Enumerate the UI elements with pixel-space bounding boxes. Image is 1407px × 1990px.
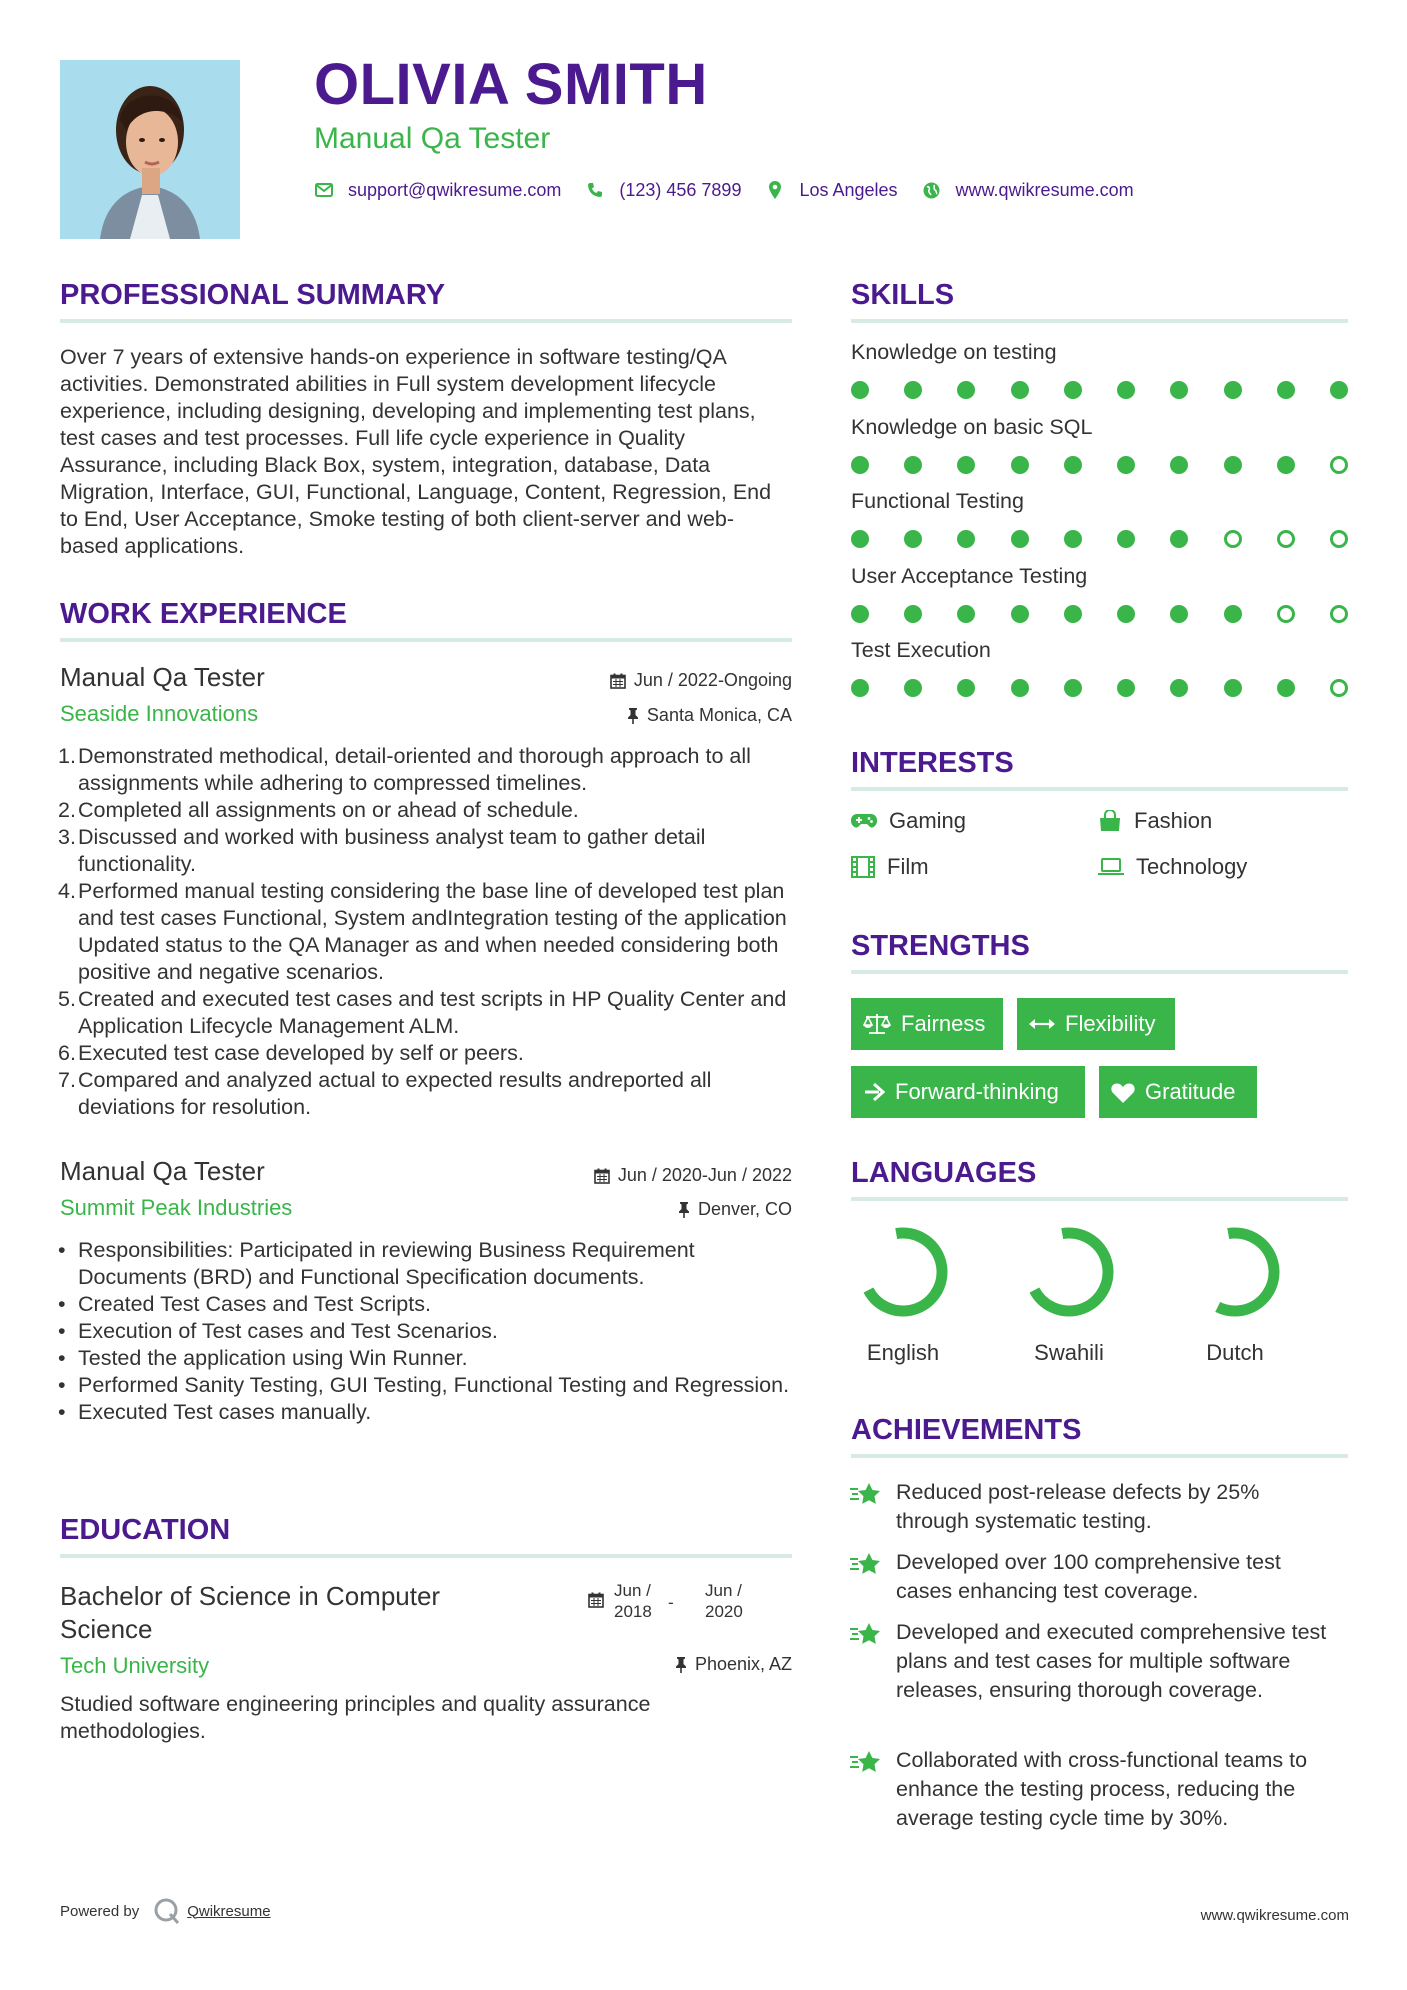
strength-chip-gratitude [1099,1066,1257,1118]
skill-rating-dot [1224,679,1242,697]
language-name: Dutch [1206,1340,1264,1365]
achievement-text: Developed and executed comprehensive test plans and test cases for multiple software releases, ensuring thorough coverage. [896,1620,1327,1702]
skill-rating-dot [1277,679,1295,697]
strength-chip-forward-thinking [851,1066,1085,1118]
languages-heading: LANGUAGES [851,1157,1037,1189]
shopping-bag-icon [1098,810,1122,832]
list-item: 5. Created and executed test cases and test scripts in HP Quality Center and Application Lifecycle Management ALM. [58,987,787,1038]
skill-rating-dot [1064,679,1082,697]
achievement-text: Collaborated with cross-functional teams to enhance the testing process, reducing the average testing cycle time by 30%. [896,1748,1308,1830]
interest-item-film [851,854,929,880]
achievements-rule [851,1454,1348,1458]
skills-rule [851,319,1348,323]
skill-rating-dot [1170,530,1188,548]
education-description: Studied software engineering principles and quality assurance methodologies. [60,1692,651,1743]
skill-rating-dot [1170,381,1188,399]
skill-name: Functional Testing [851,489,1024,513]
skill-rating-dot [1064,456,1082,474]
skill-rating-dot [851,679,869,697]
interests-heading: INTERESTS [851,747,1014,779]
list-item: 7. Compared and analyzed actual to expected results andreported all deviations for resolution. [58,1068,712,1119]
achievement-text: Reduced post-release defects by 25% through systematic testing. [896,1480,1260,1533]
qwikresume-logo-icon [153,1897,181,1925]
arrow-right-icon [863,1082,885,1102]
strengths-heading: STRENGTHS [851,930,1030,962]
footer-powered-by [60,1897,271,1925]
interest-item-gaming [851,808,966,834]
skill-rating-dot [1064,381,1082,399]
pushpin-icon [675,1657,687,1673]
strength-label: Fairness [901,1011,986,1036]
job-location-text: Santa Monica, CA [646,705,792,725]
skill-rating-dot [1011,530,1029,548]
skill-rating-dot [1064,605,1082,623]
skill-rating-dot [1117,381,1135,399]
contact-website[interactable]: www.qwikresume.com [955,179,1134,200]
job-title: Manual Qa Tester [60,662,265,692]
skill-rating-dot [1330,381,1348,399]
pushpin-icon [627,708,639,724]
strength-label: Forward-thinking [895,1079,1059,1104]
skill-rating-dot [1330,679,1348,697]
skill-name: User Acceptance Testing [851,563,1088,588]
contact-location: Los Angeles [799,179,898,200]
job-location [500,705,792,726]
skill-rating-dot [1277,456,1295,474]
strength-label: Flexibility [1065,1011,1156,1036]
skill-rating-dot [1330,456,1348,474]
skill-rating-dot [851,381,869,399]
languages-rule [851,1197,1348,1201]
contact-phone[interactable]: (123) 456 7899 [619,179,742,200]
qwikresume-link[interactable]: Qwikresume [187,1902,271,1920]
skill-rating-dot [1330,530,1348,548]
skill-rating-dot [851,530,869,548]
skills-heading: SKILLS [851,279,955,311]
skill-rating-dot [851,456,869,474]
list-item: • Executed Test cases manually. [58,1400,372,1424]
interests-rule [851,787,1348,791]
list-item: • Created Test Cases and Test Scripts. [58,1292,431,1316]
list-item: 6. Executed test case developed by self or peers. [58,1041,524,1065]
globe-icon [922,180,942,200]
calendar-icon [594,1168,610,1184]
powered-by-label: Powered by [60,1902,140,1920]
phone-icon [585,180,605,200]
skill-rating-dot [904,605,922,623]
skill-rating-dot [1224,605,1242,623]
skill-rating-dot [1117,605,1135,623]
education-end: Jun / 2020 [705,1581,743,1621]
skill-rating-dot [1170,605,1188,623]
school-name: Tech University [60,1653,210,1678]
strength-chip-fairness [851,998,1003,1050]
scale-icon [863,1013,891,1035]
date-separator: - [668,1593,674,1612]
language-name: English [866,1340,940,1365]
experience-heading: WORK EXPERIENCE [60,598,347,630]
skill-rating-dot [1277,605,1295,623]
skill-rating-dot [904,530,922,548]
job-dates-text: Jun / 2022-Ongoing [633,670,792,690]
strengths-rule [851,970,1348,974]
job-responsibilities [60,743,792,1121]
list-item: • Responsibilities: Participated in reviewing Business Requirement Documents (BRD) and Functional Specification documents. [58,1238,695,1289]
interest-label: Film [887,854,929,879]
strength-label: Gratitude [1145,1079,1236,1104]
list-item: 4. Performed manual testing considering the base line of developed test plan and test cases Functional, System andIntegration testing of the application Updated status to the QA Manager as and when needed considering both positive and negative scenarios. [58,879,787,984]
heart-icon [1111,1082,1135,1103]
job-dates [500,1165,792,1186]
calendar-icon [588,1592,604,1608]
skill-name: Knowledge on basic SQL [851,414,1093,439]
gamepad-icon [851,812,877,830]
list-item: • Performed Sanity Testing, GUI Testing, Functional Testing and Regression. [58,1373,790,1397]
interest-item-technology [1098,854,1247,880]
skill-rating-dot [1277,530,1295,548]
job-company: Seaside Innovations [60,701,259,726]
skill-rating-dot [1224,530,1242,548]
summary-heading: PROFESSIONAL SUMMARY [60,279,446,311]
interest-label: Technology [1136,854,1248,879]
job-dates [500,670,792,691]
skill-rating-dot [1011,605,1029,623]
footer-website[interactable]: www.qwikresume.com [1200,1907,1349,1924]
skill-rating-dot [957,605,975,623]
candidate-title: Manual Qa Tester [314,122,551,155]
strength-chip-flexibility [1017,998,1175,1050]
star-icon [850,1750,882,1781]
job-company: Summit Peak Industries [60,1195,293,1220]
skill-rating-dot [1330,605,1348,623]
skill-rating-dot [957,381,975,399]
skill-rating-dot [904,456,922,474]
skill-rating-dot [957,456,975,474]
laptop-icon [1098,858,1124,876]
list-item: 1. Demonstrated methodical, detail-oriented and thorough approach to all assignments while adhering to compressed timelines. [58,744,751,795]
skill-rating-dot [1011,381,1029,399]
skill-rating-dot [1224,381,1242,399]
job-location-text: Denver, CO [697,1199,792,1219]
star-icon [850,1552,882,1583]
film-icon [851,856,875,878]
education-location-text: Phoenix, AZ [694,1654,792,1674]
contact-bar [314,178,1158,202]
experience-rule [60,638,792,642]
candidate-name: OLIVIA SMITH [314,52,708,117]
list-item: 2. Completed all assignments on or ahead of schedule. [58,798,579,822]
job-dates-text: Jun / 2020-Jun / 2022 [617,1165,792,1185]
contact-email[interactable]: support@qwikresume.com [348,179,562,200]
skill-rating-dot [1117,679,1135,697]
star-icon [850,1622,882,1653]
skill-rating-dot [1224,456,1242,474]
education-rule [60,1554,792,1558]
skill-rating-dot [851,605,869,623]
skill-rating-dot [1117,456,1135,474]
interest-item-fashion [1098,808,1212,834]
language-level-ring [1185,1222,1285,1322]
list-item: • Tested the application using Win Runner. [58,1346,468,1370]
map-pin-icon [765,180,785,200]
interest-label: Gaming [889,808,967,833]
arrows-horizontal-icon [1029,1017,1055,1031]
pushpin-icon [678,1202,690,1218]
skill-rating-dot [1277,381,1295,399]
education-start: Jun / 2018 [614,1581,652,1621]
calendar-icon [610,673,626,689]
summary-rule [60,319,792,323]
skill-rating-dot [1064,530,1082,548]
skill-rating-dot [1170,679,1188,697]
summary-text: Over 7 years of extensive hands-on experience in software testing/QA activities. Demonstrated abilities in Full system development lifecycle experience, including designing, developing and implementing test plans, test cases and test processes. Full life cycle experience in Quality Assurance, including Black Box, system, integration, database, Data Migration, Interface, GUI, Functional, Language, Content, Regression, End to End, User Acceptance, Smoke testing of both client-server and web-based applications. [60,345,772,558]
envelope-icon [314,180,334,200]
language-name: Swahili [1034,1340,1104,1365]
job-location [500,1199,792,1220]
skill-name: Test Execution [851,638,991,662]
skill-rating-dot [904,679,922,697]
education-location [500,1654,792,1675]
education-heading: EDUCATION [60,1514,231,1546]
star-icon [850,1482,882,1513]
skill-rating-dot [1011,456,1029,474]
list-item: 3. Discussed and worked with business analyst team to gather detail functionality. [58,825,706,876]
skill-rating-dot [957,530,975,548]
skill-rating-dot [1011,679,1029,697]
achievements-heading: ACHIEVEMENTS [851,1414,1082,1446]
interest-label: Fashion [1134,808,1213,833]
job-title: Manual Qa Tester [60,1156,265,1186]
skill-rating-dot [957,679,975,697]
language-level-ring [1019,1222,1119,1322]
language-level-ring [853,1222,953,1322]
skill-name: Knowledge on testing [851,340,1057,364]
skill-rating-dot [1170,456,1188,474]
degree-title: Bachelor of Science in Computer Science [60,1581,441,1644]
skill-rating-dot [1117,530,1135,548]
list-item: • Execution of Test cases and Test Scenarios. [58,1319,498,1343]
job-responsibilities [60,1237,792,1426]
profile-photo [60,60,240,239]
skill-rating-dot [904,381,922,399]
achievement-text: Developed over 100 comprehensive test cases enhancing test coverage. [896,1550,1281,1603]
